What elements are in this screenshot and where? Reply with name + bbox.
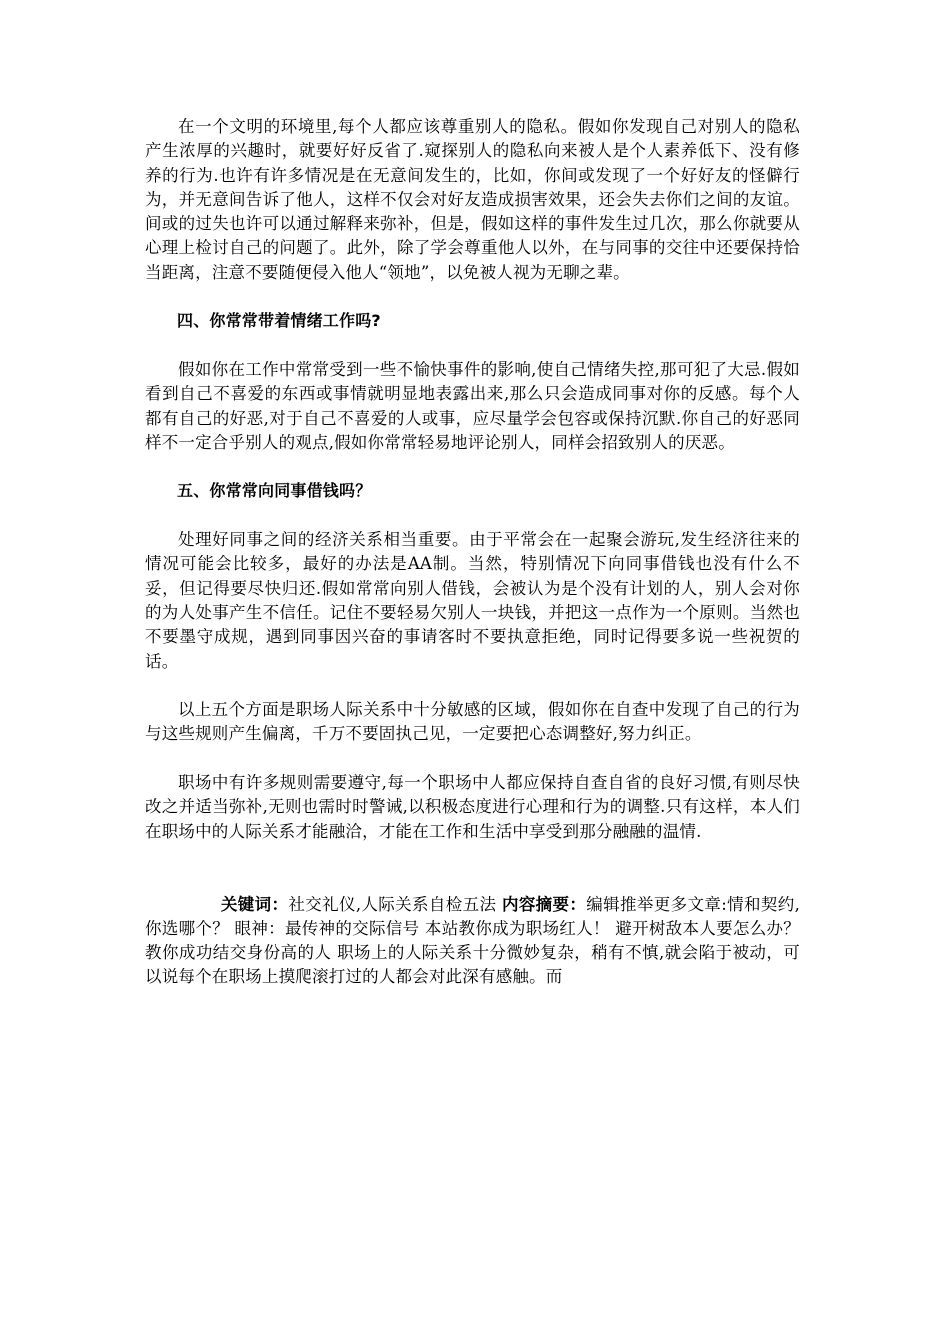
emotion-paragraph: 假如你在工作中常常受到一些不愉快事件的影响,使自己情绪失控,那可犯了大忌.假如看到自己不喜爱的东西或事情就明显地表露出来,那么只会造成同事对你的反感。每个人都有自己的好恶,对于自己不喜爱的人或事，应尽量学会包容或保持沉默.你自己的好恶同样不一定合乎别人的观点,假如你常常轻易地评论别人，同样会招致别人的厌恶。 (145, 359, 800, 452)
spacer (145, 844, 800, 868)
spacer (145, 747, 800, 771)
keywords-text: 社交礼仪,人际关系自检五法 (288, 894, 502, 914)
abstract-label: 内容摘要： (501, 894, 587, 914)
spacer (145, 868, 800, 892)
conclusion-paragraph: 职场中有许多规则需要遵守,每一个职场中人都应保持自查自省的良好习惯,有则尽快改之并适当弥补,无则也需时时警诫,以积极态度进行心理和行为的调整.只有这样，本人们在职场中的人际关系才能融洽，才能在工作和生活中享受到那分融融的温情. (145, 773, 800, 841)
spacer (145, 504, 800, 528)
keywords-block (145, 893, 800, 990)
spacer (145, 285, 800, 309)
money-paragraph: 处理好同事之间的经济关系相当重要。由于平常会在一起聚会游玩,发生经济往来的情况可能会比较多，最好的办法是AA制。当然，特别情况下向同事借钱也没有什么不妥，但记得要尽快归还.假如常常向别人借钱，会被认为是个没有计划的人，别人会对你的为人处事产生不信任。记住不要轻易欠别人一块钱，并把这一点作为一个原则。当然也不要墨守成规，遇到同事因兴奋的事请客时不要执意拒绝，同时记得要多说一些祝贺的话。 (145, 530, 800, 671)
section-heading-four: 四、你常常带着情绪工作吗? (177, 311, 381, 331)
spacer (145, 674, 800, 698)
abstract-text: 编辑推举更多文章:情和契约,你选哪个？ 眼神：最传神的交际信号 本站教你成为职场红人！ 避开树敌本人要怎么办？ 教你成功结交身份高的人 职场上的人际关系十分微妙复杂，稍有不慎,就会陷于被动，可以说每个在职场上摸爬滚打过的人都会对此深有感触。而 (145, 894, 801, 987)
keywords-label: 关键词： (220, 894, 289, 914)
spacer (145, 334, 800, 358)
spacer (145, 455, 800, 479)
section-heading-five: 五、你常常向同事借钱吗？ (177, 481, 372, 501)
summary-paragraph: 以上五个方面是职场人际关系中十分敏感的区域，假如你在自查中发现了自己的行为与这些规则产生偏离，千万不要固执己见，一定要把心态调整好,努力纠正。 (145, 700, 800, 744)
document-page (145, 115, 800, 990)
privacy-paragraph: 在一个文明的环境里,每个人都应该尊重别人的隐私。假如你发现自己对别人的隐私产生浓厚的兴趣时，就要好好反省了.窥探别人的隐私向来被人是个人素养低下、没有修养的行为.也许有许多情况是在无意间发生的，比如，你间或发现了一个好好友的怪僻行为，并无意间告诉了他人，这样不仅会对好友造成损害效果，还会失去你们之间的友谊。间或的过失也许可以通过解释来弥补，但是，假如这样的事件发生过几次，那么你就要从心理上检讨自己的问题了。此外，除了学会尊重他人以外，在与同事的交往中还要保持恰当距离，注意不要随便侵入他人“领地”，以免被人视为无聊之辈。 (145, 117, 800, 282)
